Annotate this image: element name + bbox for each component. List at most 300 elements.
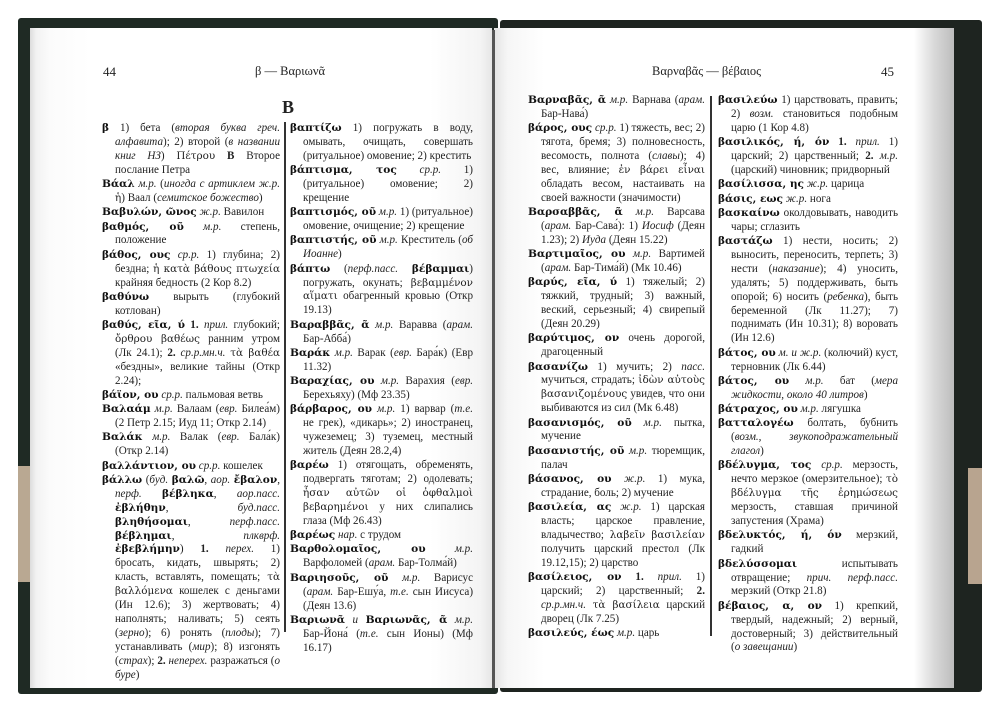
definition-text [847,136,856,148]
definition-text: ( [142,473,150,486]
definition-text: 1) мучить; 2) [588,360,682,373]
dictionary-entry [528,501,705,571]
headword: βασιλικός, ή, όν [718,136,830,149]
definition-text: пытка, мучение [541,416,705,443]
greek-phrase: ἦσαν αὐτῶν οἱ ὀφθαλμοὶ βεβαρημένοι [303,487,473,513]
definition-text: Бар-Абба́) [303,332,351,345]
greek-phrase: λαβεῖν βασιλείαν [609,529,705,541]
definition-text: Варсава ( [541,206,705,232]
definition-text: 1) отягощать, обременять, подвергать тяготам; 2) одолевать; [303,459,473,486]
grammar-label: зерно [118,626,145,639]
definition-text: (колючий) куст, терновник (Лк 6.44) [731,346,898,373]
grammar-label: и [352,613,358,626]
grammar-label: м. и ж.р. [778,346,822,359]
headword: Βαλάκ [102,431,143,444]
grammar-label: м.р. [643,416,662,429]
greek-phrase: τὸ βδέλυγμα τῆς ἐρημώσεως [731,473,898,500]
headword: Βαραχίας, ου [290,375,375,388]
section-letter: B [282,97,295,117]
definition-text [811,459,821,471]
greek-phrase: Πέτρου [176,149,216,162]
grammar-label: м.р. [334,346,353,359]
definition-text: , [171,529,244,542]
definition-text: ) [179,543,201,556]
definition-text: 1) крепкий, твердый, надежный; 2) верный, достоверный; 3) действительный ( [731,599,898,654]
grammar-label: м.р. [402,571,421,584]
headword: Βαλαάμ [102,403,151,416]
dictionary-entry [528,473,705,501]
dictionary-entry [102,221,280,249]
definition-text: Бар-Йона́ ( [303,627,360,640]
grammar-label: иногда с артиклем ж.р. [163,178,280,191]
definition-text: ) [760,445,764,458]
sense-number: 2. [167,346,176,359]
headword: βατταλογέω [718,417,794,430]
headword: Βαριωνᾶ [290,613,345,626]
definition-text: (царский) чиновник; придворный [731,163,890,176]
grammar-label: ж.р. [623,472,646,485]
headword: βάτος, ου [718,346,776,359]
definition-text: Бар-Ешу́а, [333,585,391,598]
cover-band-right [968,468,982,584]
definition-text [447,614,455,626]
definition-text [142,488,162,500]
headword: βαρέως [290,529,336,542]
grammar-label: перф.пасс. [229,515,280,528]
greek-phrase: ἡ κατὰ βάθους πτωχεία [153,262,280,275]
headword: Βαρτιμαῖος, ου [528,248,626,261]
dictionary-entry [290,234,473,262]
grammar-label: перех. [225,543,254,556]
dictionary-column-3 [528,94,705,641]
definition-text: ) погружать, окунать; [303,262,473,289]
dictionary-entry [718,558,898,600]
column-rule-right [710,96,712,636]
grammar-label: прил. [855,136,880,149]
sense-number: 2. [157,654,166,667]
headword: β [102,122,110,134]
greek-phrase: τὰ βασίλεια [592,598,660,611]
dictionary-entry [102,291,280,319]
definition-text: мерзость, ставшая причиной запустения (Храма) [731,501,898,528]
headword: Βαραββᾶς, ᾶ [290,318,370,331]
definition-text: мучиться, страдать; [541,374,639,387]
dictionary-entry [528,94,705,122]
headword: ἔβαλον [233,473,278,486]
grammar-label: наказание [772,262,820,275]
dictionary-column-1 [102,122,280,683]
sense-number: 1. [838,136,847,149]
definition-text: Бара́к) (Евр 11.32) [303,346,473,373]
dictionary-entry [290,572,473,614]
definition-text: нога [807,192,831,205]
definition-text: кошелек с деньгами (Ин 12.6); 3) жертвовать; 4) наполнять; наливать; 5) сеять ( [115,585,280,639]
grammar-label: перф.пасс. [347,262,399,275]
dictionary-entry [102,319,280,389]
definition-text: ); [147,654,158,667]
dictionary-entry [102,460,280,474]
definition-text [171,249,178,261]
grammar-label: неперех. [168,654,208,667]
grammar-label: семитское божество [157,191,259,204]
headword: Βαριωνᾶς, ᾶ [365,613,448,626]
grammar-label: м.р. [379,234,398,247]
page-number-left: 44 [103,64,116,79]
headword: Βαρσαββᾶς, ᾶ [528,206,623,219]
dictionary-entry [718,375,898,403]
definition-text: пальмовая ветвь [182,388,263,401]
grammar-label: м.р. [635,206,654,219]
headword: Βάαλ [102,178,135,191]
definition-text: околдовывать, наводить чары; сглазить [731,206,898,233]
dictionary-entry [718,207,898,235]
grammar-label: плоды [225,626,255,639]
definition-text: ); 4) вес, влияние; [541,150,705,176]
definition-text [789,375,805,387]
headword: βάρος, ους [528,122,593,135]
headword: βάτος, ου [718,374,790,387]
definition-text: становиться подобным царю (1 Кор 4.8) [731,107,899,134]
definition-text: болтать, бубнить ( [731,417,898,444]
dictionary-entry [528,248,705,276]
grammar-label: м.р. [154,403,173,416]
headword: Βαριησοῦς, οῦ [290,571,389,584]
dictionary-entry [290,347,473,375]
grammar-label: Иосиф [641,219,674,232]
dictionary-entry [290,164,473,206]
grammar-label: ср.р.мн.ч. [180,346,226,359]
dictionary-entry [102,122,280,178]
dictionary-entry [718,94,898,136]
definition-text: кошелек [220,459,263,472]
definition-text: , [277,473,281,486]
grammar-label: нар. [338,529,358,542]
dictionary-entry [290,263,473,319]
headword: βαστάζω [718,235,773,248]
grammar-label: м.р. [616,627,636,640]
dictionary-entry [718,417,898,459]
dictionary-entry [718,193,898,207]
dictionary-entry [528,361,705,417]
definition-text: 1) бросать, кидать, швырять; 2) класть, вставлять, помещать; [115,543,281,584]
headword: βδελυκτός, ή, όν [718,529,842,542]
grammar-label: евр. [221,431,240,444]
headword: βαπτισμός, οῦ [290,206,377,219]
definition-text: Варисус ( [303,571,473,598]
definition-text: обагренный кровью (Откр 19.13) [303,290,473,317]
headword: Βαρθολομαῖος, ου [290,543,426,556]
column-rule-left [284,122,286,632]
definition-text: Бар-Толма́й) [395,557,457,570]
definition-text: Вартимей ( [541,248,705,275]
dictionary-entry [290,375,473,403]
definition-text [623,206,636,218]
headword: βάπτισμα, τος [290,164,397,177]
definition-text [358,614,366,626]
headword: βασανίζω [528,360,588,373]
dictionary-column-2 [290,122,473,656]
dictionary-entry [528,627,705,641]
dictionary-entry [528,206,705,248]
grammar-label: м.р. [138,178,157,191]
definition-text [611,501,620,513]
grammar-label: арам. [368,557,396,570]
grammar-label: ж.р. [806,178,829,191]
definition-text: (Деян 1.23); 2) [541,219,706,246]
definition-text: ); 8) изгонять ( [115,640,280,667]
definition-text: (Деян 15.22) [606,233,668,246]
dictionary-entry [102,206,280,220]
headword: βάσις, εως [718,192,783,205]
dictionary-entry [102,403,280,431]
definition-text: Валак ( [170,431,222,444]
dictionary-entry [528,332,705,360]
definition-text: Варнава ( [628,94,679,106]
definition-text: мерзость, нечто мерзкое (омерзительное); [731,459,898,486]
definition-text: , [187,515,230,528]
headword: βασίλειος, ον [528,571,622,584]
definition-text [612,473,624,485]
headword: βαθύς, εῖα, ύ [102,319,185,332]
dictionary-column-4 [718,94,898,656]
grammar-label: м.р. [203,220,222,233]
grammar-label: м.р. [377,403,396,416]
grammar-label: перф. [115,487,142,500]
grammar-label: аор. [210,473,231,486]
grammar-label: ж.р. [785,192,808,205]
headword: βληθήσομαι [115,515,188,528]
definition-text: 1) варвар ( [395,403,455,416]
headword: βασανιστής, οῦ [528,444,625,457]
definition-text: ) [160,149,177,162]
dictionary-entry [102,431,280,459]
definition-text: ); 2) второй ( [163,135,229,148]
definition-text: ); 6) ронять ( [144,626,226,639]
definition-text: ) Ваал ( [121,191,158,204]
sense-number: 2. [696,585,705,598]
headword: βδέλυγμα, τος [718,459,812,472]
dictionary-entry [718,136,898,178]
definition-text: Вавилон [220,206,265,219]
definition-text: ( [156,178,164,191]
definition-text: Варфоломей ( [303,557,369,570]
grammar-label: м.р. [805,374,824,387]
grammar-label: прич. перф.пасс. [806,571,898,584]
grammar-label: плкврф. [243,529,280,542]
definition-text: царь [635,627,660,640]
dictionary-entry [290,319,473,347]
definition-text: , [204,473,211,486]
definition-text [622,571,636,583]
grammar-label: ср.р. [161,388,183,401]
grammar-label: ср.р. [177,248,200,261]
greek-phrase: τὰ βαλλόμενα [115,571,280,598]
definition-text: 1) глубина; 2) бездна; [115,248,280,275]
definition-text: тюремщик, палач [541,444,706,471]
definition-text: бат ( [823,374,875,387]
grammar-label: ср.р. [594,122,617,135]
definition-text [644,571,658,583]
headword: βάσανος, ου [528,472,612,485]
grammar-label: ср.р. [419,164,442,177]
definition-text: 1) царский; 2) царственный; [541,571,705,598]
grammar-label: т.е. [454,403,473,416]
running-head-right: Βαρναβᾶς — βέβαιος [652,64,762,78]
headword: βάπτω [290,262,331,275]
dictionary-entry [290,122,473,164]
definition-text: Варахия ( [399,375,455,388]
definition-text: не грек), «дикарь»; 2) иностранец, чужеземец; 3) туземец, местный житель (Деян 28.2,4) [303,417,473,457]
dictionary-entry [528,417,705,445]
definition-text: Варавва ( [393,318,447,331]
book-spine [492,30,495,688]
definition-text: разражаться ( [207,654,275,667]
grammar-label: м.р. [454,613,473,626]
definition-text [586,599,593,611]
definition-text: 1) тяжелый; 2) тяжкий, трудный; 3) важный, веский, серьезный; 4) свирепый (Деян 20.29) [541,276,705,331]
definition-text: Берехьяху) (Мф 23.35) [303,388,410,401]
grammar-label: вторая буква греч. алфавита [115,122,280,148]
grammar-label: прил. [657,571,682,584]
definition-text: с трудом [357,529,402,542]
headword: βασίλισσα, ης [718,178,804,191]
definition-text: сын Иисуса) (Деян 13.6) [303,585,474,612]
greek-phrase: ὄρθρου βαθέως [115,332,200,345]
definition-text: 1) мука, страдание, боль; 2) мучение [541,472,706,499]
grammar-label: мера жидкости, около 40 литров [731,374,899,401]
definition-text [426,543,455,555]
definition-text: ); 4) уносить, удалять; 5) поддерживать, быть опорой; 6) носить ( [731,262,898,303]
grammar-label: буд. [149,473,169,486]
dictionary-entry [102,389,280,403]
grammar-label: евр. [454,375,474,388]
dictionary-entry [718,600,898,656]
headword: ἐβλήθην [115,501,166,514]
headword: βαπτιστής, οῦ [290,234,377,247]
definition-text [215,150,227,162]
definition-text: ) [135,668,140,681]
definition-text: лягушка [818,403,861,416]
definition-text: 1) нести, носить; 2) выносить, переносить, терпеть; 3) нести ( [731,235,898,275]
grammar-label: об Иоанне [303,234,473,261]
definition-text: Бар-Тима́й) (Мк 10.46) [571,262,682,275]
grammar-label: прил. [203,319,229,332]
definition-text: ) [258,191,263,204]
grammar-label: ср.р.мн.ч. [541,598,586,611]
headword: βέβαιος, α, ον [718,599,822,612]
dictionary-entry [102,249,280,291]
grammar-label: евр. [219,403,238,416]
headword: βάλλω [102,473,143,486]
definition-text: степень, положение [115,220,280,247]
definition-text: Валаам ( [172,403,220,416]
grammar-label: м.р. [378,206,398,219]
definition-text: Креститель ( [397,234,463,247]
definition-text: , [165,501,238,514]
headword: βασκαίνω [718,206,780,219]
definition-text: ) [338,248,342,261]
definition-text: очень дорогой, драгоценный [541,332,706,359]
dictionary-entry [718,178,898,192]
dictionary-entry [528,571,705,627]
grammar-label: мир [192,640,211,653]
dictionary-entry [528,122,705,205]
definition-text [625,248,632,260]
headword: βέβλημαι [115,529,172,542]
definition-text: увидев, что они выбиваются из сил (Мк 6.48) [541,388,705,415]
definition-text [632,417,644,429]
grammar-label: м.р. [152,431,171,444]
grammar-label: о завещании [734,641,794,654]
greek-phrase: βεβαμμένον αἵματι [303,276,473,303]
definition-text [397,164,420,176]
definition-text [398,263,412,275]
headword: βασιλεία, ας [528,501,612,514]
definition-text: глубокий; [228,319,280,332]
dictionary-entry [290,206,473,234]
definition-text: Варак ( [352,346,394,359]
definition-text: 1) (ритуальное) омовение; 2) крещение [303,164,474,204]
dictionary-entry [102,474,280,683]
sense-number: 1. [200,543,209,556]
headword: βαρέω [290,459,329,472]
dictionary-entry [290,403,473,459]
grammar-label: ребенка [827,290,864,303]
headword: βάρβαρος, ου [290,403,373,416]
grammar-label: пасс. [681,360,705,373]
grammar-label: м.р. [454,543,473,556]
headword: ἐβεβλήμην [115,543,180,556]
dictionary-entry [290,459,473,529]
grammar-label: м.р. [375,318,394,331]
definition-text: 1) тяжесть, вес; 2) тягота, бремя; 3) полновесность, весомость, полнота ( [541,122,705,163]
headword: βάθος, ους [102,248,171,261]
headword: βάτραχος, ου [718,403,798,416]
definition-text: у них слипались глаза (Мф 26.43) [303,500,473,527]
headword: βασανισμός, οῦ [528,416,632,429]
definition-text: Бала́к) (Откр 2.14) [115,431,280,458]
grammar-label: м.р. [609,94,629,106]
dictionary-entry [528,276,705,332]
definition-text: 1) царский; 2) царственный; [731,136,898,163]
grammar-label: ж.р. [199,206,221,219]
headword: βδελύσσομαι [718,557,798,570]
sense-number: 1. [190,319,199,332]
dictionary-entry [718,235,898,346]
definition-text: царица [828,178,865,191]
headword: Βαβυλών, ῶνος [102,206,197,219]
definition-text: вырыть (глубокий котлован) [115,290,280,317]
definition-text: царский дворец (Лк 7.25) [541,598,706,625]
grammar-label: в названии книг НЗ [115,135,280,162]
grammar-label: арам. [544,219,572,232]
definition-text: мерзкий (Откр 21.8) [731,585,827,598]
headword: βαλλάντιον, ου [102,459,197,472]
definition-text: испытывать отвращение; [731,557,898,584]
definition-text: Бар-Нава́) [541,107,589,120]
grammar-label: славы [652,150,680,163]
headword: Βαράκ [290,346,331,359]
dictionary-entry [102,178,280,206]
sense-number: В [227,149,235,162]
headword: βέβαμμαι [411,262,470,275]
definition-text: ранним утром (Лк 24.1); [115,332,280,359]
dictionary-entry [528,445,705,473]
headword: βάϊον, ου [102,388,159,401]
sense-number: 1. [635,571,644,584]
definition-text: 1) царская власть; царское правление, владычество; [541,501,706,541]
page-number-right: 45 [881,64,894,79]
